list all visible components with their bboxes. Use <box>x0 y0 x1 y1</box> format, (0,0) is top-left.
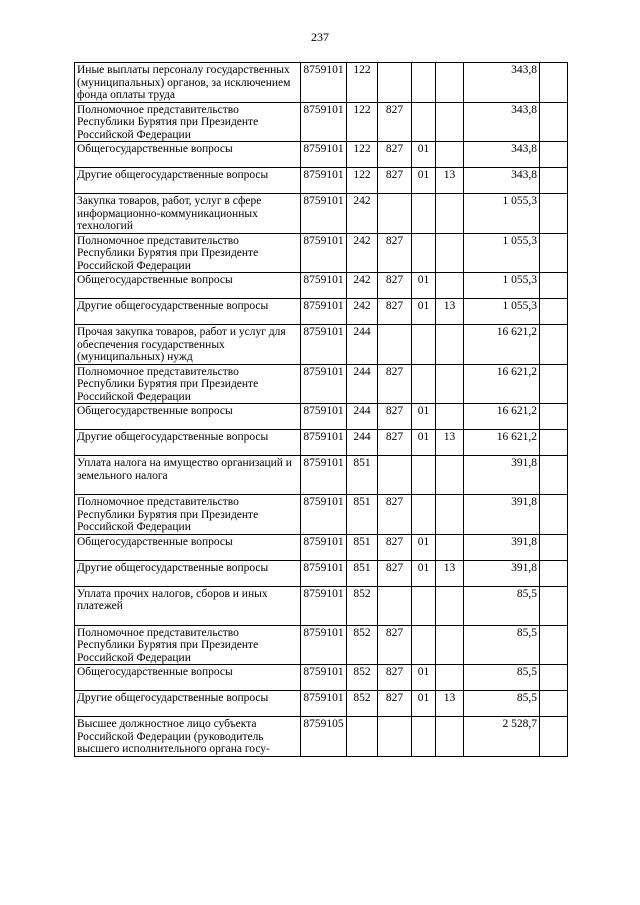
amount-cell: 85,5 <box>464 691 540 717</box>
amount-cell: 1 055,3 <box>464 233 540 273</box>
extra-cell <box>540 194 568 234</box>
table-row <box>75 495 568 535</box>
row-name-cell: Общегосударственные вопросы <box>75 665 301 691</box>
table-row <box>75 560 568 586</box>
table-row <box>75 534 568 560</box>
pr-code-cell <box>436 102 464 142</box>
row-name-cell: Другие общегосударственные вопросы <box>75 430 301 456</box>
vr-code-cell: 122 <box>347 102 378 142</box>
ved-code-cell: 827 <box>378 168 412 194</box>
row-name-cell: Иные выплаты персоналу государственных (муниципальных) органов, за исключением фонда оплаты труда <box>75 63 301 103</box>
csr-code-cell: 8759101 <box>301 63 347 103</box>
extra-cell <box>540 63 568 103</box>
ved-code-cell: 827 <box>378 142 412 168</box>
row-name-cell: Полномочное представительство Республики Бурятия при Президенте Российской Федерации <box>75 495 301 535</box>
rz-code-cell <box>412 63 436 103</box>
table-row <box>75 142 568 168</box>
row-name-cell: Полномочное представительство Республики Бурятия при Президенте Российской Федерации <box>75 625 301 665</box>
vr-code-cell <box>347 717 378 757</box>
pr-code-cell <box>436 495 464 535</box>
table-row <box>75 273 568 299</box>
amount-cell: 391,8 <box>464 534 540 560</box>
vr-code-cell: 122 <box>347 142 378 168</box>
extra-cell <box>540 586 568 625</box>
pr-code-cell <box>436 456 464 495</box>
pr-code-cell: 13 <box>436 691 464 717</box>
extra-cell <box>540 691 568 717</box>
budget-table <box>74 62 568 757</box>
csr-code-cell: 8759101 <box>301 495 347 535</box>
table-row <box>75 63 568 103</box>
csr-code-cell: 8759101 <box>301 273 347 299</box>
pr-code-cell <box>436 364 464 404</box>
row-name-cell: Высшее должностное лицо субъекта Российской Федерации (руководитель высшего исполнительного органа госу- <box>75 717 301 757</box>
ved-code-cell <box>378 456 412 495</box>
csr-code-cell: 8759101 <box>301 560 347 586</box>
rz-code-cell <box>412 233 436 273</box>
row-name-cell: Прочая закупка товаров, работ и услуг для обеспечения государственных (муниципальных) нужд <box>75 325 301 365</box>
ved-code-cell: 827 <box>378 364 412 404</box>
rz-code-cell: 01 <box>412 273 436 299</box>
table-row <box>75 665 568 691</box>
rz-code-cell: 01 <box>412 534 436 560</box>
rz-code-cell: 01 <box>412 665 436 691</box>
amount-cell: 85,5 <box>464 625 540 665</box>
amount-cell: 391,8 <box>464 456 540 495</box>
pr-code-cell <box>436 665 464 691</box>
extra-cell <box>540 233 568 273</box>
amount-cell: 2 528,7 <box>464 717 540 757</box>
ved-code-cell: 827 <box>378 430 412 456</box>
rz-code-cell <box>412 456 436 495</box>
extra-cell <box>540 456 568 495</box>
table-row <box>75 233 568 273</box>
amount-cell: 1 055,3 <box>464 299 540 325</box>
csr-code-cell: 8759101 <box>301 299 347 325</box>
rz-code-cell: 01 <box>412 168 436 194</box>
pr-code-cell <box>436 142 464 168</box>
table-row <box>75 717 568 757</box>
amount-cell: 343,8 <box>464 168 540 194</box>
amount-cell: 343,8 <box>464 102 540 142</box>
ved-code-cell: 827 <box>378 560 412 586</box>
pr-code-cell <box>436 404 464 430</box>
rz-code-cell <box>412 325 436 365</box>
table-row <box>75 102 568 142</box>
ved-code-cell: 827 <box>378 299 412 325</box>
ved-code-cell: 827 <box>378 625 412 665</box>
extra-cell <box>540 717 568 757</box>
table-row <box>75 168 568 194</box>
vr-code-cell: 244 <box>347 325 378 365</box>
rz-code-cell: 01 <box>412 404 436 430</box>
row-name-cell: Другие общегосударственные вопросы <box>75 168 301 194</box>
vr-code-cell: 852 <box>347 691 378 717</box>
rz-code-cell <box>412 495 436 535</box>
vr-code-cell: 244 <box>347 364 378 404</box>
page-number: 237 <box>311 30 329 44</box>
rz-code-cell: 01 <box>412 560 436 586</box>
extra-cell <box>540 665 568 691</box>
csr-code-cell: 8759101 <box>301 691 347 717</box>
amount-cell: 16 621,2 <box>464 404 540 430</box>
pr-code-cell <box>436 586 464 625</box>
row-name-cell: Уплата налога на имущество организаций и земельного налога <box>75 456 301 495</box>
extra-cell <box>540 273 568 299</box>
pr-code-cell <box>436 534 464 560</box>
extra-cell <box>540 495 568 535</box>
vr-code-cell: 852 <box>347 625 378 665</box>
csr-code-cell: 8759101 <box>301 233 347 273</box>
csr-code-cell: 8759101 <box>301 456 347 495</box>
table-row <box>75 404 568 430</box>
ved-code-cell <box>378 325 412 365</box>
rz-code-cell <box>412 625 436 665</box>
row-name-cell: Общегосударственные вопросы <box>75 534 301 560</box>
csr-code-cell: 8759101 <box>301 534 347 560</box>
ved-code-cell: 827 <box>378 233 412 273</box>
amount-cell: 16 621,2 <box>464 364 540 404</box>
extra-cell <box>540 168 568 194</box>
row-name-cell: Другие общегосударственные вопросы <box>75 560 301 586</box>
amount-cell: 16 621,2 <box>464 325 540 365</box>
csr-code-cell: 8759101 <box>301 586 347 625</box>
table-row <box>75 194 568 234</box>
amount-cell: 1 055,3 <box>464 194 540 234</box>
rz-code-cell <box>412 102 436 142</box>
csr-code-cell: 8759101 <box>301 364 347 404</box>
csr-code-cell: 8759101 <box>301 102 347 142</box>
table-row <box>75 325 568 365</box>
table-row <box>75 625 568 665</box>
pr-code-cell <box>436 625 464 665</box>
rz-code-cell: 01 <box>412 430 436 456</box>
amount-cell: 85,5 <box>464 665 540 691</box>
csr-code-cell: 8759101 <box>301 430 347 456</box>
extra-cell <box>540 534 568 560</box>
rz-code-cell: 01 <box>412 142 436 168</box>
rz-code-cell <box>412 364 436 404</box>
csr-code-cell: 8759101 <box>301 168 347 194</box>
pr-code-cell: 13 <box>436 299 464 325</box>
row-name-cell: Другие общегосударственные вопросы <box>75 691 301 717</box>
ved-code-cell <box>378 586 412 625</box>
amount-cell: 85,5 <box>464 586 540 625</box>
amount-cell: 391,8 <box>464 495 540 535</box>
extra-cell <box>540 299 568 325</box>
table-row <box>75 456 568 495</box>
vr-code-cell: 244 <box>347 430 378 456</box>
table-body <box>75 63 568 757</box>
extra-cell <box>540 142 568 168</box>
row-name-cell: Уплата прочих налогов, сборов и иных платежей <box>75 586 301 625</box>
extra-cell <box>540 102 568 142</box>
pr-code-cell <box>436 63 464 103</box>
csr-code-cell: 8759101 <box>301 142 347 168</box>
table-row <box>75 430 568 456</box>
table-row <box>75 586 568 625</box>
row-name-cell: Другие общегосударственные вопросы <box>75 299 301 325</box>
csr-code-cell: 8759101 <box>301 404 347 430</box>
extra-cell <box>540 430 568 456</box>
ved-code-cell: 827 <box>378 495 412 535</box>
rz-code-cell: 01 <box>412 299 436 325</box>
ved-code-cell <box>378 717 412 757</box>
vr-code-cell: 244 <box>347 404 378 430</box>
ved-code-cell: 827 <box>378 534 412 560</box>
table-row <box>75 691 568 717</box>
vr-code-cell: 851 <box>347 534 378 560</box>
extra-cell <box>540 325 568 365</box>
pr-code-cell: 13 <box>436 560 464 586</box>
vr-code-cell: 122 <box>347 168 378 194</box>
vr-code-cell: 242 <box>347 233 378 273</box>
extra-cell <box>540 625 568 665</box>
vr-code-cell: 852 <box>347 665 378 691</box>
pr-code-cell: 13 <box>436 168 464 194</box>
rz-code-cell <box>412 717 436 757</box>
ved-code-cell: 827 <box>378 102 412 142</box>
table-row <box>75 299 568 325</box>
table-row <box>75 364 568 404</box>
csr-code-cell: 8759105 <box>301 717 347 757</box>
amount-cell: 16 621,2 <box>464 430 540 456</box>
pr-code-cell <box>436 194 464 234</box>
ved-code-cell: 827 <box>378 404 412 430</box>
vr-code-cell: 242 <box>347 194 378 234</box>
vr-code-cell: 852 <box>347 586 378 625</box>
csr-code-cell: 8759101 <box>301 325 347 365</box>
amount-cell: 391,8 <box>464 560 540 586</box>
vr-code-cell: 242 <box>347 299 378 325</box>
rz-code-cell: 01 <box>412 691 436 717</box>
rz-code-cell <box>412 194 436 234</box>
row-name-cell: Общегосударственные вопросы <box>75 142 301 168</box>
extra-cell <box>540 364 568 404</box>
ved-code-cell: 827 <box>378 665 412 691</box>
pr-code-cell <box>436 273 464 299</box>
vr-code-cell: 851 <box>347 560 378 586</box>
ved-code-cell: 827 <box>378 691 412 717</box>
csr-code-cell: 8759101 <box>301 194 347 234</box>
pr-code-cell <box>436 233 464 273</box>
vr-code-cell: 851 <box>347 495 378 535</box>
amount-cell: 343,8 <box>464 142 540 168</box>
vr-code-cell: 122 <box>347 63 378 103</box>
csr-code-cell: 8759101 <box>301 625 347 665</box>
pr-code-cell <box>436 717 464 757</box>
extra-cell <box>540 404 568 430</box>
row-name-cell: Закупка товаров, работ, услуг в сфере информационно-коммуникационных технологий <box>75 194 301 234</box>
row-name-cell: Общегосударственные вопросы <box>75 273 301 299</box>
ved-code-cell: 827 <box>378 273 412 299</box>
vr-code-cell: 242 <box>347 273 378 299</box>
amount-cell: 343,8 <box>464 63 540 103</box>
vr-code-cell: 851 <box>347 456 378 495</box>
pr-code-cell <box>436 325 464 365</box>
row-name-cell: Полномочное представительство Республики Бурятия при Президенте Российской Федерации <box>75 102 301 142</box>
rz-code-cell <box>412 586 436 625</box>
amount-cell: 1 055,3 <box>464 273 540 299</box>
row-name-cell: Полномочное представительство Республики Бурятия при Президенте Российской Федерации <box>75 364 301 404</box>
row-name-cell: Полномочное представительство Республики Бурятия при Президенте Российской Федерации <box>75 233 301 273</box>
row-name-cell: Общегосударственные вопросы <box>75 404 301 430</box>
extra-cell <box>540 560 568 586</box>
csr-code-cell: 8759101 <box>301 665 347 691</box>
ved-code-cell <box>378 194 412 234</box>
pr-code-cell: 13 <box>436 430 464 456</box>
ved-code-cell <box>378 63 412 103</box>
